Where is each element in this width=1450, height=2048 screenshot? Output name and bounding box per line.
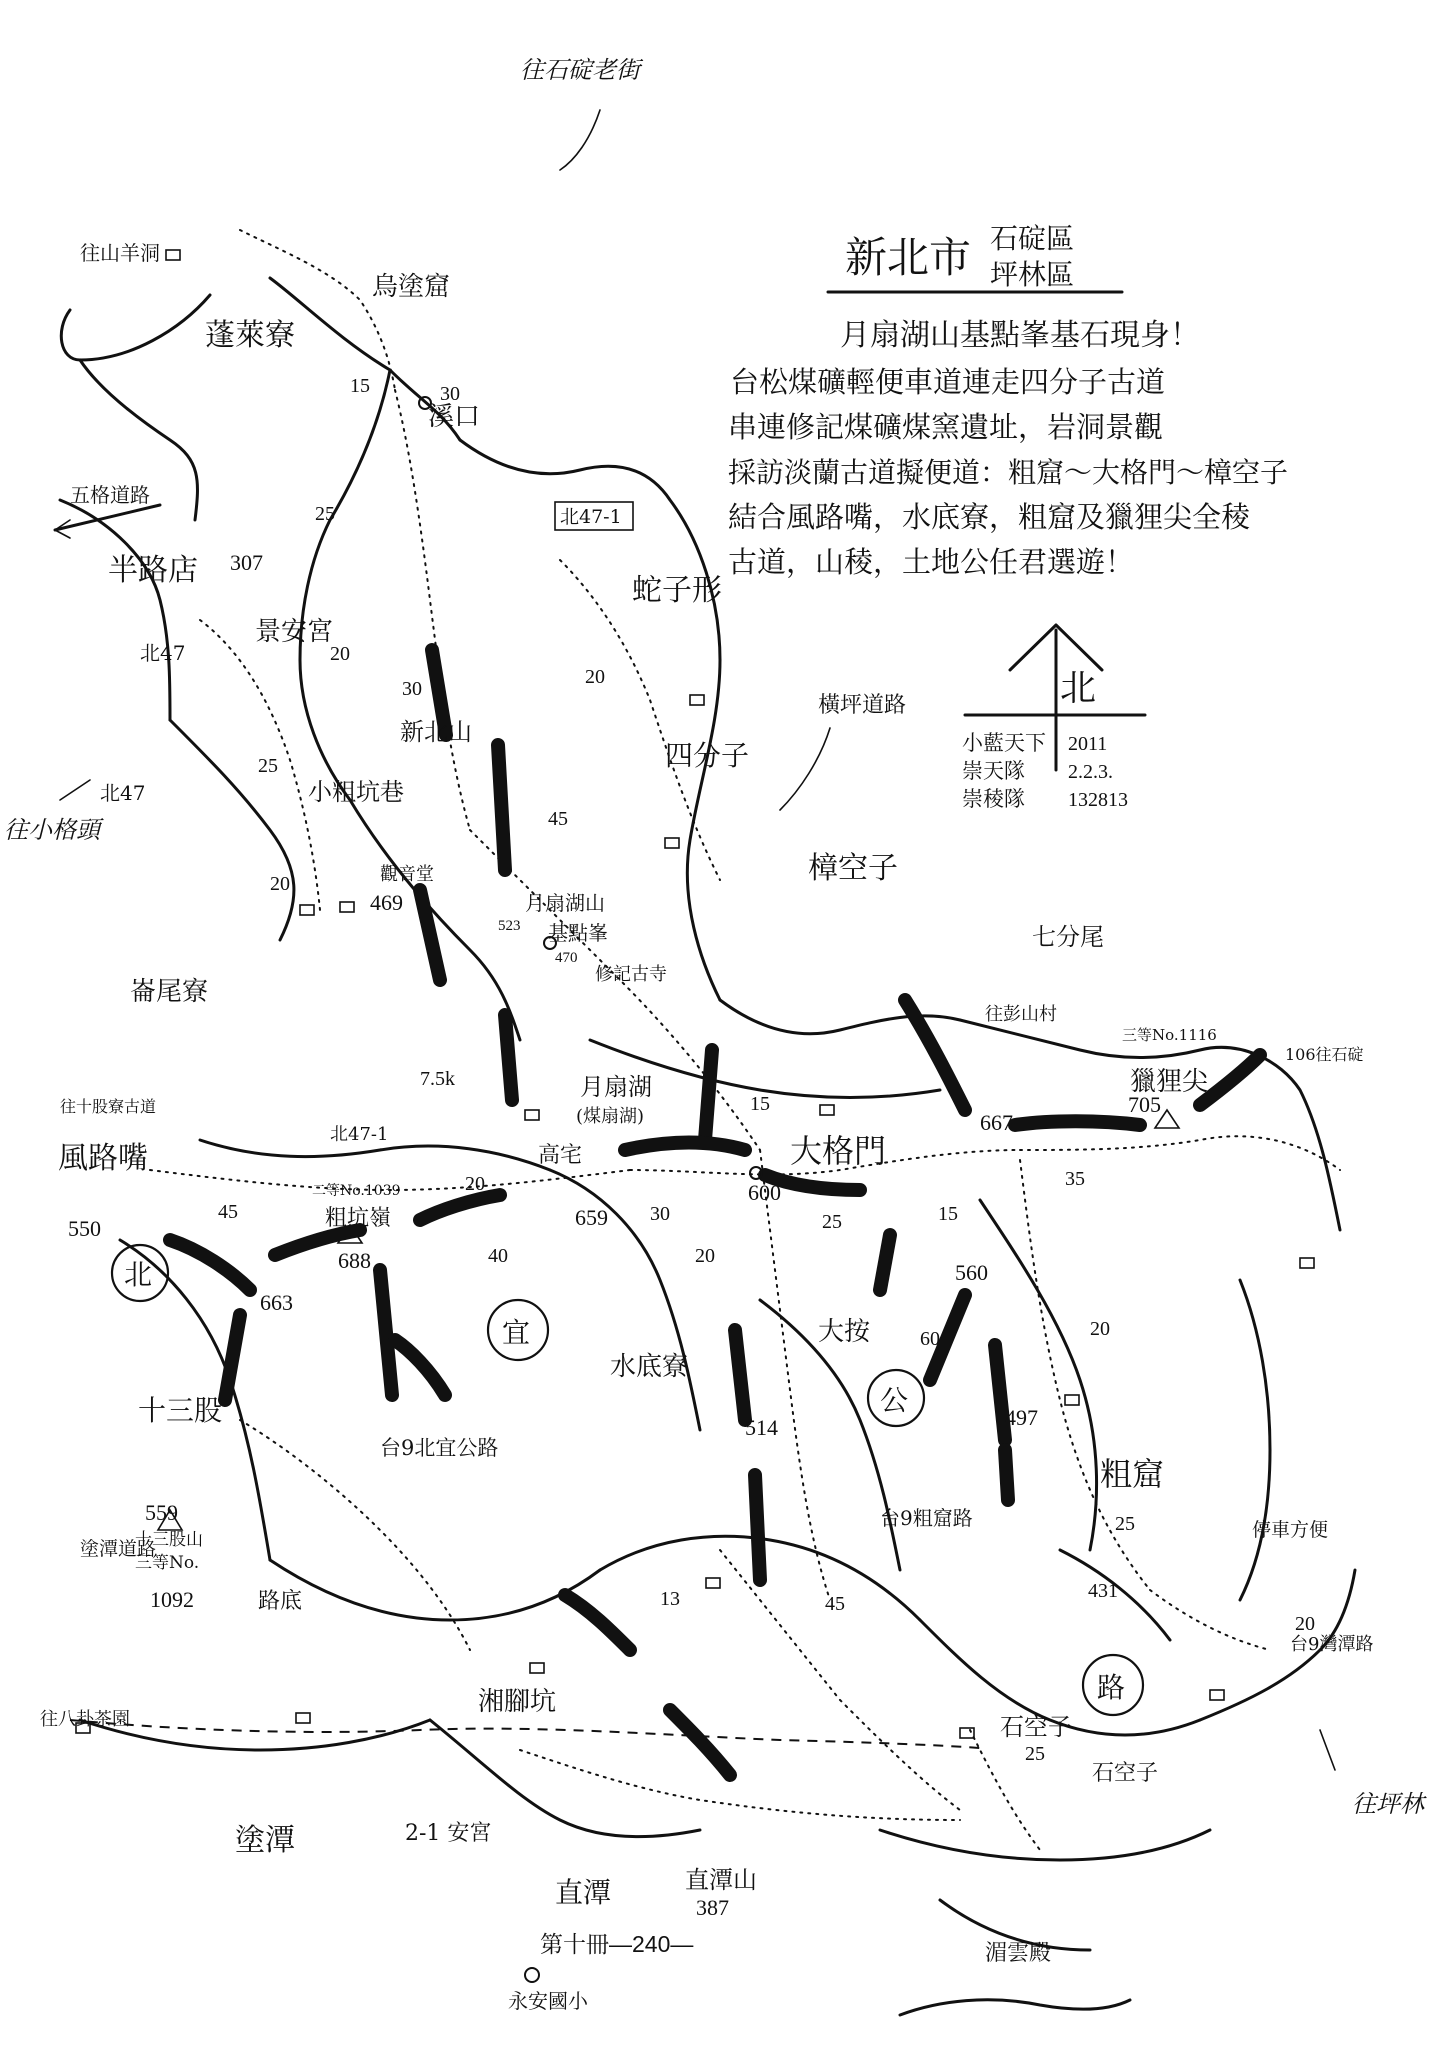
place-shikongzi-2: 石空子	[1092, 1761, 1159, 1786]
place-lieli-jian: 獵狸尖	[1130, 1067, 1209, 1097]
place-zhitan-mt: 直潭山	[685, 1866, 757, 1894]
time-20d: 20	[695, 1245, 715, 1267]
credit-date-1: 2011	[1068, 733, 1108, 755]
elev-497: 497	[1005, 1405, 1038, 1430]
road-bei47-left: 北47	[140, 641, 186, 665]
to-shanyang-cave: 往山羊洞	[80, 241, 160, 265]
title-district-1: 石碇區	[990, 222, 1075, 255]
time-30b: 30	[402, 678, 422, 700]
place-shezizi: 蛇子形	[632, 573, 722, 608]
credits-block	[962, 731, 1128, 811]
note-line-6: 古道，山稜，土地公任君選遊！	[728, 545, 1135, 579]
page-footer: 第十冊—240—	[540, 1931, 694, 1957]
time-30a: 30	[440, 383, 460, 405]
road-tanpu: 塗潭道路	[80, 1538, 157, 1560]
place-wanjiaoliao: 崙尾寮	[130, 977, 209, 1007]
place-penglailiao: 蓬萊寮	[205, 318, 295, 353]
time-20e: 20	[1090, 1318, 1110, 1340]
elev-688: 688	[338, 1248, 371, 1273]
time-25a: 25	[315, 503, 335, 525]
to-xiaogetou: 往小格頭	[4, 817, 100, 844]
credit-date-3: 132813	[1068, 789, 1128, 811]
place-yueshanhu-sub: (煤扇湖)	[576, 1106, 645, 1127]
place-xiaocukeng: 小粗坑巷	[308, 778, 404, 806]
place-dt-temple: 湄雲殿	[985, 1941, 1052, 1966]
place-gaozhai: 高宅	[538, 1142, 583, 1167]
elev-705: 705	[1128, 1092, 1161, 1117]
time-20a: 20	[330, 643, 350, 665]
credit-1: 小藍天下	[962, 731, 1046, 755]
to-shifenfeng: 往十股寮古道	[60, 1097, 157, 1116]
road-tai9: 台9北宜公路	[380, 1436, 499, 1460]
time-25b: 25	[258, 755, 278, 777]
place-xikou: 溪口	[428, 402, 481, 432]
place-tutan: 塗潭	[235, 1823, 295, 1858]
note-line-5: 結合風路嘴，水底寮，粗窟及獵狸尖全稜	[728, 500, 1251, 534]
place-wujiaku: 烏塗窟	[372, 272, 451, 302]
credit-date-2: 2.2.3.	[1068, 761, 1113, 783]
tri-no: 三等No.	[135, 1553, 200, 1573]
time-20f: 20	[1295, 1613, 1315, 1635]
time-15c: 15	[938, 1203, 958, 1225]
place-dageme: 大格門	[790, 1132, 887, 1170]
ring-lu: 路	[1097, 1671, 1126, 1704]
time-45b: 45	[218, 1201, 238, 1223]
time-45c: 45	[825, 1593, 845, 1615]
elev-523: 523	[498, 918, 521, 934]
note-line-1: 月扇湖山基點峯基石現身！	[840, 318, 1200, 353]
to-shiding-old-street: 往石碇老街	[520, 57, 640, 84]
place-qifenwei: 七分尾	[1032, 923, 1104, 951]
elev-514: 514	[745, 1415, 778, 1440]
hengping-road: 橫坪道路	[818, 692, 907, 717]
title-district-2: 坪林區	[990, 258, 1075, 291]
ring-yi: 宜	[502, 1316, 531, 1349]
place-sifenzi: 四分子	[665, 739, 750, 772]
time-60: 60	[920, 1328, 940, 1350]
time-20g: 20	[270, 873, 290, 895]
title-block	[828, 222, 1122, 292]
ring-bei: 北	[124, 1258, 153, 1291]
credit-2: 崇天隊	[962, 759, 1025, 783]
place-banlu-dian: 半路店	[108, 553, 198, 588]
note-line-3: 串連修記煤礦煤窯遺址，岩洞景觀	[728, 410, 1164, 444]
place-shikongzi: 石空子	[1000, 1713, 1072, 1741]
place-cukeng-ling: 粗坑嶺	[325, 1206, 392, 1231]
parking-note: 停車方便	[1252, 1520, 1329, 1541]
tri-1116: 三等No.1116	[1122, 1026, 1217, 1044]
to-bagua-tea: 往八卦茶園	[40, 1709, 130, 1730]
to-pengshan-village: 往彭山村	[985, 1004, 1057, 1025]
place-yueshanhu: 月扇湖	[580, 1073, 652, 1101]
time-15a: 15	[350, 375, 370, 397]
time-40: 40	[488, 1245, 508, 1267]
elev-663: 663	[260, 1290, 293, 1315]
title-city: 新北市	[845, 233, 972, 282]
place-yueshanhu-mt: 月扇湖山	[525, 891, 605, 915]
elev-387: 387	[696, 1895, 729, 1920]
road-bei47-1-mid: 北47-1	[330, 1124, 389, 1145]
elev-667: 667	[980, 1110, 1013, 1135]
tri-1039: 二等No.1039	[312, 1183, 401, 1199]
road-bei47-1-box: 北47-1	[560, 506, 622, 528]
place-xiuji-temple: 修記古寺	[595, 964, 667, 985]
tri-shisangu: 十三股山	[135, 1530, 203, 1550]
elev-470: 470	[555, 950, 578, 966]
road-tai9-bottom: 台9灣潭路	[1290, 1634, 1374, 1655]
elev-560: 560	[955, 1260, 988, 1285]
time-25c: 25	[822, 1211, 842, 1233]
place-xiangjiaokeng: 湘腳坑	[478, 1687, 557, 1717]
time-13: 13	[660, 1588, 680, 1610]
elev-307: 307	[230, 550, 263, 575]
place-cuku: 粗窟	[1100, 1455, 1165, 1493]
time-25d: 25	[1115, 1513, 1135, 1535]
time-15b: 15	[750, 1093, 770, 1115]
place-jingan-gong: 景安宮	[255, 617, 334, 647]
elev-559: 559	[145, 1500, 178, 1525]
place-yongan-gong: 2-1 安宮	[405, 1821, 492, 1846]
credit-3: 崇稜隊	[962, 787, 1025, 811]
elev-659: 659	[575, 1205, 608, 1230]
place-fenglu-zui: 風路嘴	[58, 1141, 148, 1176]
road-tai9-cuku: 台9粗窟路	[880, 1506, 973, 1530]
time-7-5k: 7.5k	[420, 1068, 455, 1090]
time-20c: 20	[465, 1173, 485, 1195]
place-jidian-feng: 基點峯	[548, 921, 608, 945]
road-bei47-bottom: 北47	[100, 781, 146, 805]
elev-1092: 1092	[150, 1587, 194, 1612]
to-pinglin: 往坪林	[1352, 1791, 1424, 1818]
notes-block	[728, 318, 1288, 579]
place-zhitan: 直潭	[555, 1876, 612, 1909]
place-guanyin: 觀音堂	[380, 864, 434, 885]
road-bottom: 路底	[258, 1589, 303, 1614]
time-20b: 20	[585, 666, 605, 688]
to-shiding-106: 106往石碇	[1285, 1045, 1364, 1064]
elev-600: 600	[748, 1180, 781, 1205]
note-line-4: 採訪淡蘭古道擬便道：粗窟～大格門～樟空子	[728, 456, 1289, 489]
place-yongan-school: 永安國小	[508, 1991, 588, 2013]
elev-469: 469	[370, 890, 403, 915]
place-dajie: 大按	[818, 1317, 871, 1347]
time-25e: 25	[1025, 1743, 1045, 1765]
road-wuge: 五格道路	[70, 483, 150, 507]
place-shuidiliao: 水底寮	[610, 1352, 689, 1382]
ring-gong: 公	[880, 1384, 909, 1417]
time-35: 35	[1065, 1168, 1085, 1190]
elev-431: 431	[1088, 1580, 1118, 1602]
place-shisangu: 十三股	[138, 1394, 223, 1427]
place-xinbei-shan: 新北山	[400, 718, 472, 746]
note-line-2: 台松煤礦輕便車道連走四分子古道	[730, 365, 1166, 399]
time-30c: 30	[650, 1203, 670, 1225]
time-45a: 45	[548, 808, 568, 830]
place-zhangkongzi: 樟空子	[808, 851, 898, 886]
elev-550: 550	[68, 1216, 101, 1241]
compass-north-label: 北	[1060, 668, 1097, 709]
